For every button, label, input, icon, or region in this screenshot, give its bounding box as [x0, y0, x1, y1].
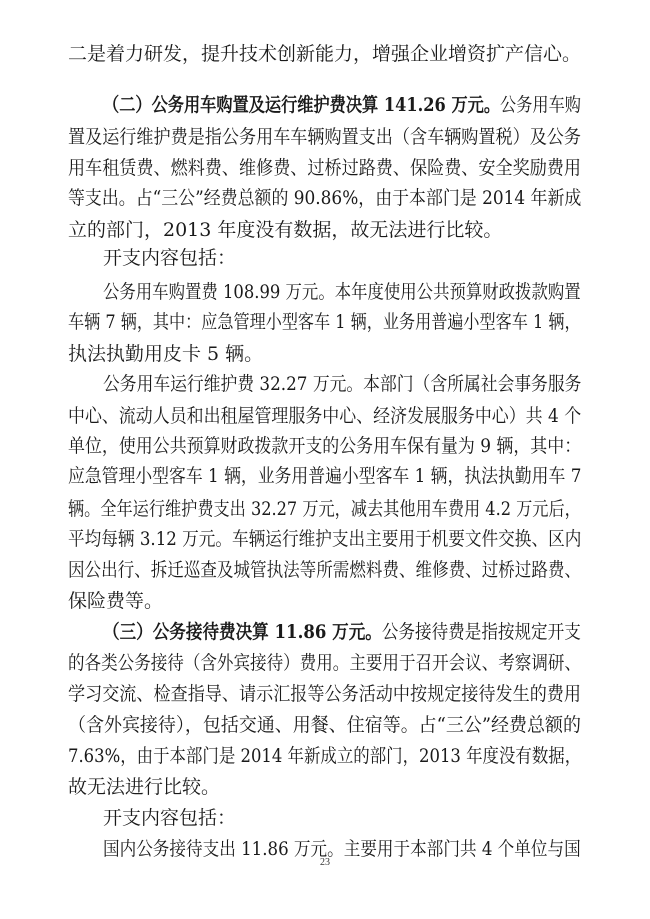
text-line [68, 342, 263, 366]
text-segment: 二是着力研发，提升技术创新能力，增强企业增资扩产信心。 [68, 43, 582, 65]
text-segment: 执法执勤用皮卡 5 辆。 [68, 343, 264, 365]
text-segment: 辆。全年运行维护费支出 32.27 万元，减去其他用车费用 4.2 万元后， [68, 498, 581, 520]
text-line [68, 527, 581, 551]
text-segment: 公务用车购 [500, 94, 581, 116]
text-line [68, 186, 581, 210]
text-segment: （含外宾接待），包括交通、用餐、住宿等。占“三公”经费总额的 [68, 714, 581, 736]
text-line [68, 651, 581, 675]
text-segment: 单位，使用公共预算财政拨款开支的公务用车保有量为 9 辆，其中： [68, 435, 582, 457]
text-line [68, 310, 581, 334]
text-segment: 等支出。占“三公”经费总额的 90.86%，由于本部门是 2014 年新成 [68, 187, 582, 209]
text-line [68, 713, 581, 737]
text-segment: 公务接待费是指按规定开支 [381, 621, 581, 643]
text-line [103, 93, 581, 117]
text-line [68, 775, 220, 799]
text-line [68, 497, 581, 521]
text-line [68, 464, 581, 488]
text-segment: 开支内容包括： [103, 807, 237, 829]
text-line [68, 156, 581, 180]
text-line [68, 404, 581, 428]
text-line [103, 246, 236, 270]
text-line [68, 682, 581, 706]
text-line [68, 589, 163, 613]
text-line [68, 42, 581, 66]
text-segment: 国内公务接待支出 11.86 万元。主要用于本部门共 4 个单位与国 [103, 838, 581, 860]
text-segment: 应急管理小型客车 1 辆，业务用普遍小型客车 1 辆，执法执勤用车 7 [68, 465, 582, 487]
text-segment: 车辆 7 辆，其中：应急管理小型客车 1 辆，业务用普遍小型客车 1 辆， [68, 311, 581, 333]
text-segment: 学习交流、检查指导、请示汇报等公务活动中按规定接待发生的费用 [68, 683, 582, 705]
text-segment: 中心、流动人员和出租屋管理服务中心、经济发展服务中心）共 4 个 [68, 405, 582, 427]
text-segment: 立的部门，2013 年度没有数据，故无法进行比较。 [68, 219, 503, 241]
page-number: 23 [320, 857, 330, 868]
text-segment: 公务用车运行维护费 32.27 万元。本部门（含所属社会事务服务 [103, 373, 582, 395]
text-line [103, 280, 581, 304]
text-line [68, 744, 581, 768]
text-segment: 平均每辆 3.12 万元。车辆运行维护支出主要用于机要文件交换、区内 [68, 528, 582, 550]
text-line [68, 558, 581, 582]
text-line [103, 806, 236, 830]
text-segment: 用车租赁费、燃料费、维修费、过桥过路费、保险费、安全奖励费用 [68, 157, 582, 179]
section-heading: （二）公务用车购置及运行维护费决算 141.26 万元。 [103, 94, 501, 116]
text-segment: 置及运行维护费是指公务用车车辆购置支出（含车辆购置税）及公务 [68, 126, 582, 148]
text-segment: 因公出行、拆迁巡查及城管执法等所需燃料费、维修费、过桥过路费、 [68, 559, 582, 581]
text-segment: 保险费等。 [68, 590, 164, 612]
text-line [68, 434, 581, 458]
text-line [103, 620, 581, 644]
text-segment: 开支内容包括： [103, 247, 237, 269]
text-segment: 公务用车购置费 108.99 万元。本年度使用公共预算财政拨款购置 [103, 281, 581, 303]
section-heading: （三）公务接待费决算 11.86 万元。 [103, 621, 382, 643]
text-line [68, 125, 581, 149]
text-line [103, 372, 581, 396]
text-segment: 的各类公务接待（含外宾接待）费用。主要用于召开会议、考察调研、 [68, 652, 582, 674]
text-segment: 7.63%，由于本部门是 2014 年新成立的部门，2013 年度没有数据， [68, 745, 582, 767]
text-segment: 故无法进行比较。 [68, 776, 221, 798]
text-line [68, 218, 502, 242]
